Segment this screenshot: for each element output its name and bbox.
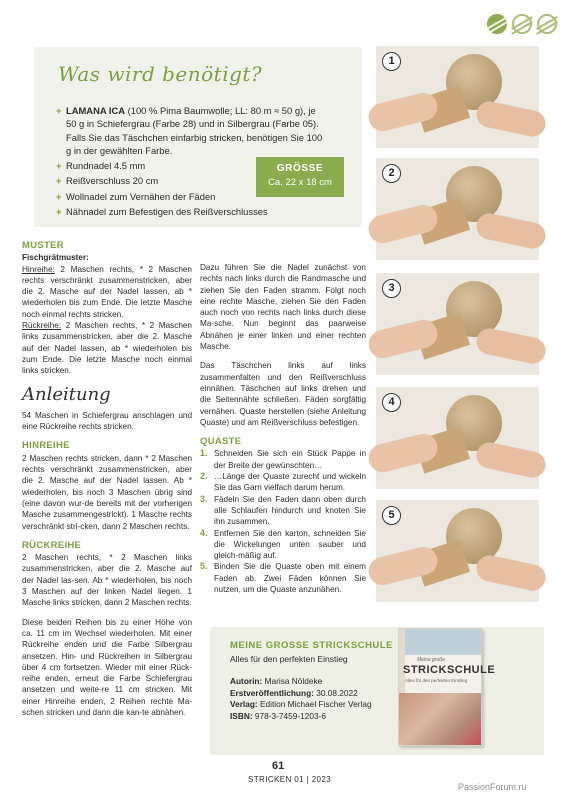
step-text: Entfernen Sie den karton, schneiden Sie die Wickelungen unten sauber und gleich-mäßig auf. xyxy=(214,528,366,561)
hand-image xyxy=(474,553,548,593)
cover-photo-top xyxy=(399,629,481,655)
text-column-2 xyxy=(200,262,366,595)
book-date xyxy=(230,688,372,700)
book-meta xyxy=(230,676,372,722)
quaste-step xyxy=(200,561,366,595)
book-date-label: Erstveröffentlichung: xyxy=(230,687,314,698)
size-box xyxy=(256,157,344,197)
anleitung-title: Anleitung xyxy=(22,383,111,405)
hinreihe-text: 2 Maschen rechts stricken, dann * 2 Maschen rechts verschränkt zusammenstricken, aber die 2. Masche auf der Nadel lassen. Ab * wiederholen, bis noch 3 Maschen übrig sind (eine davon wur-de bereits mit der vorherigen Masche zusammengestrickt). 1 Masche rechts verschränkt stri-cken, dann 2 Maschen rechts. xyxy=(22,453,192,531)
size-value: Ca. 22 x 18 cm xyxy=(268,177,332,188)
text-column-1 xyxy=(22,240,192,718)
book-isbn xyxy=(230,711,372,723)
muster-rueckreihe xyxy=(22,320,192,376)
materials-item: + Rundnadel 4.5 mm xyxy=(56,159,326,172)
cover-photo-bottom xyxy=(399,693,481,745)
magazine-issue: STRICKEN 01 | 2023 xyxy=(248,775,332,784)
step-badge: 4 xyxy=(382,393,401,412)
yarn-ball-outline-icon xyxy=(537,14,557,34)
hand-image xyxy=(474,211,548,251)
step-text: Schneiden Sie sich ein Stück Pappe in der Breite der gewünschten… xyxy=(214,449,366,470)
book-author-label: Autorin: xyxy=(230,676,263,686)
book-publisher xyxy=(230,699,372,711)
muster-subheading: Fischgrätmuster: xyxy=(22,253,89,263)
book-publisher-label: Verlag: xyxy=(230,699,258,709)
step-badge: 2 xyxy=(382,164,401,183)
hand-image xyxy=(474,440,548,480)
cover-title: STRICKSCHULE xyxy=(403,664,496,676)
step-text: Binden Sie die Quaste oben mit einem Faden ab. Zwei Fäden können Sie nutzen, um die Quaste anzunähen. xyxy=(214,562,366,595)
muster-heading: MUSTER xyxy=(22,240,64,251)
size-title: GRÖSSE xyxy=(276,163,324,174)
step-number: 2. xyxy=(200,471,208,482)
muster-hin-label: Hinreihe: xyxy=(22,264,55,274)
muster-rueck-text: 2 Maschen rechts, * 2 Maschen links zusammenstricken, aber die 2. Masche auf der Nadel lassen, ab * wiederholen bis zum Ende. Die letzte Masche noch einmal links stricken. xyxy=(22,321,192,376)
quaste-heading: QUASTE xyxy=(200,436,242,448)
watermark: PassionForum.ru xyxy=(458,782,527,792)
book-subtitle: Alles für den perfekten Einstieg xyxy=(230,654,348,664)
step-number: 4. xyxy=(200,527,208,538)
col2-paragraph-1: Dazu führen Sie die Nadel zunächst von rechts nach links durch die Randmasche und ziehen Sie den Faden stramm. Folgt noch eine rechte Masche, ziehen Sie den Faden auch noch von rechts nach links durch diese Ma-sche. Nun beginnt das paarweise Abnähen je einer linken und einer rechten Masche. xyxy=(200,263,366,352)
materials-item: + Wollnadel zum Vernähen der Fäden xyxy=(56,190,326,203)
step-number: 1. xyxy=(200,448,208,459)
muster-rueck-label: Rückreihe: xyxy=(22,321,62,331)
book-cover xyxy=(398,628,496,746)
muster-hin-text: 2 Maschen rechts, * 2 Maschen rechts verschränkt zusammenstricken, aber die 2. Masche auf der Nadel lassen, ab * wiederholen bis zum Ende. Die letzte Masche noch einmal rechts stricken. xyxy=(22,264,192,319)
yarn-icons xyxy=(487,14,557,34)
materials-item-brand: LAMANA ICA xyxy=(66,105,126,116)
book-date-value: 30.08.2022 xyxy=(313,687,358,698)
materials-item xyxy=(56,104,326,157)
hinreihe-heading: HINREIHE xyxy=(22,440,70,452)
quaste-step xyxy=(200,448,366,471)
book-isbn-value: 978-3-7459-1203-6 xyxy=(252,710,326,721)
quaste-step xyxy=(200,528,366,562)
cover-tagline: Alles für den perfekten Einstieg xyxy=(405,678,468,683)
book-publisher-value: Edition Michael Fischer Verlag xyxy=(257,699,372,709)
rueckreihe-text: 2 Maschen rechts, * 2 Maschen links zusammenstricken, aber die 2. Masche auf der Nadel las-sen. Ab * wiederholen, bis noch 3 Maschen auf der linken Nadel liegen. 1 Masche links stricken, dann 2 Maschen rechts. xyxy=(22,553,192,608)
anleitung-intro: 54 Maschen in Schiefergrau anschlagen und eine Rückreihe rechts stricken. xyxy=(22,410,192,432)
materials-item-text: (100 % Pima Baumwolle; LL: 80 m ≈ 50 g), je 50 g in Schiefergrau (Farbe 28) und in Silbergrau (Farbe 05). Falls Sie das Täschchen einfarbig stricken, benötigen Sie 100 g in der gewählten Farbe. xyxy=(66,105,323,156)
quaste-step xyxy=(200,494,366,528)
cover-small-title: Meine große xyxy=(417,657,446,663)
step-badge: 3 xyxy=(382,279,401,298)
materials-item: + Nähnadel zum Befestigen des Reißverschlusses xyxy=(56,205,326,218)
col2-paragraph-2: Das Täschchen links auf links zusammenfalten und den Reißverschluss einnähen. Täschchen auf links drehen und die Seitennähte schließen. Fäden sorgfältig vernähen. Quaste herstellen (siehe Anleitung Quaste) und am Reißverschluss befestigen. xyxy=(200,361,366,427)
step-number: 3. xyxy=(200,493,208,504)
book-author xyxy=(230,676,372,688)
step-photo-3 xyxy=(376,273,539,375)
quaste-steps xyxy=(200,448,366,595)
step-photo-1 xyxy=(376,46,539,148)
step-badge: 5 xyxy=(382,506,401,525)
step-photo-2 xyxy=(376,158,539,260)
hand-image xyxy=(474,326,548,366)
materials-item: + Reißverschluss 20 cm xyxy=(56,174,326,187)
step-photo-4 xyxy=(376,387,539,489)
book-author-value: Marisa Nöldeke xyxy=(262,676,323,686)
yarn-ball-filled-icon xyxy=(487,14,507,34)
final-text: Diese beiden Reihen bis zu einer Höhe von ca. 11 cm im Wechsel wiederholen. Mit einer Rückreihe enden und die Farbe Silbergrau ansetzen. Hin- und Rückreihen in Silbergrau über 4 cm fortsetzen. Wieder mit einer Rück-reihe enden, erneut die Farbe Schiefergrau ansetzen und weite-re 11 cm stricken. Mit einer Hinreihe enden, 2 Reihen rechte Ma-schen stricken und dann die kan-te abnähen. xyxy=(22,617,192,717)
step-text: Fädeln Sie den Faden dann oben durch alle Schlaufen hindurch und knoten Sie ihn zusammen. xyxy=(214,494,366,527)
book-isbn-label: ISBN: xyxy=(230,710,253,721)
step-badge: 1 xyxy=(382,52,401,71)
hand-image xyxy=(474,99,548,139)
quaste-step xyxy=(200,471,366,494)
materials-title: Was wird benötigt? xyxy=(58,62,263,86)
step-photo-5 xyxy=(376,500,539,602)
book-title: MEINE GROSSE STRICKSCHULE xyxy=(230,640,393,651)
page-number: 61 xyxy=(272,760,285,772)
muster-hinreihe xyxy=(22,264,192,320)
step-text: …Länge der Quaste zurecht und wickeln Sie das Garn vielfach darum herum. xyxy=(214,472,366,493)
step-number: 5. xyxy=(200,561,208,572)
rueckreihe-heading: RÜCKREIHE xyxy=(22,539,82,551)
yarn-ball-outline-icon xyxy=(512,14,532,34)
